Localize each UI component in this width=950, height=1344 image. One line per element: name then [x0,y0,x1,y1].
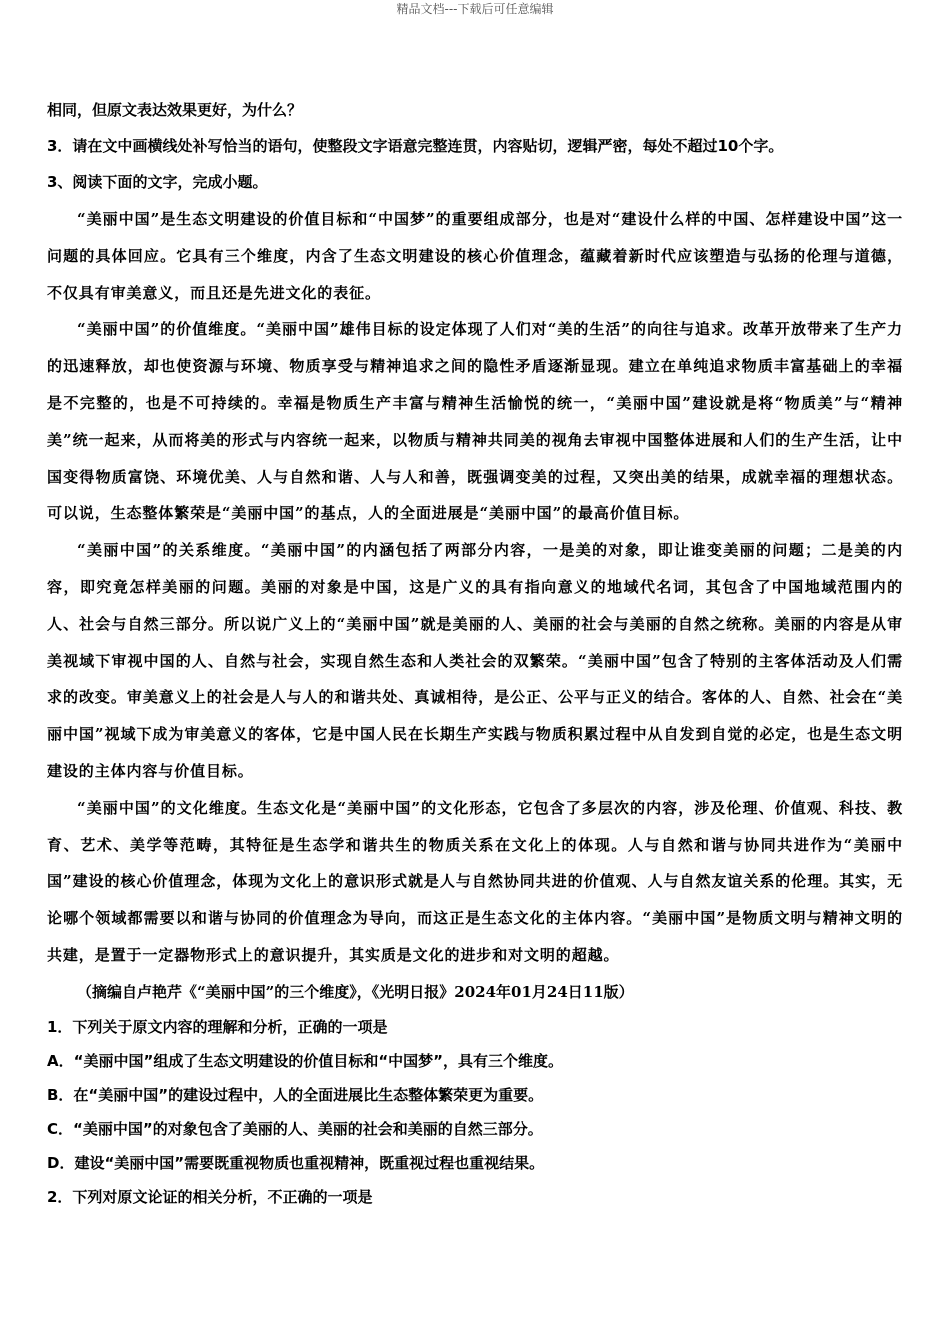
option-d: D．建设“美丽中国”需要既重视物质也重视精神，既重视过程也重视结果。 [47,1153,545,1172]
option-b: B．在“美丽中国”的建设过程中，人的全面进展比生态整体繁荣更为重要。 [47,1085,544,1104]
passage-paragraph-4: “美丽中国”的文化维度。生态文化是“美丽中国”的文化形态，它包含了多层次的内容，涉及伦理、价值观、科技、教育、艺术、美学等范畴，其特征是生态学和谐共生的物质关系在文化上的体现。人与自然和谐与协同共进作为“美丽中国”建设的核心价值理念，体现为文化上的意识形式就是人与自然协同共进的价值观、人与自然友谊关系的伦理。其实，无论哪个领域都需要以和谐与协同的价值理念为导向，而这正是生态文化的主体内容。“美丽中国”是物质文明与精神文明的共建，是置于一定器物形式上的意识提升，其实质是文化的进步和对文明的超越。 [47,798,903,964]
question-1-stem: 1．下列关于原文内容的理解和分析，正确的一项是 [47,1017,388,1036]
option-c: C．“美丽中国”的对象包含了美丽的人、美丽的社会和美丽的自然三部分。 [47,1119,543,1138]
document-content [47,92,903,1214]
reading-instruction: 3、阅读下面的文字，完成小题。 [47,173,268,191]
option-a: A．“美丽中国”组成了生态文明建设的价值目标和“中国梦”，具有三个维度。 [47,1051,564,1070]
passage-paragraph-1: “美丽中国”是生态文明建设的价值目标和“中国梦”的重要组成部分，也是对“建设什么样的中国、怎样建设中国”这一问题的具体回应。它具有三个维度，内含了生态文明建设的核心价值理念，蕴藏着新时代应该塑造与弘扬的伦理与道德，不仅具有审美意义，而且还是先进文化的表征。 [47,210,903,302]
page-header: 精品文档---下载后可任意编辑 [396,2,554,16]
source-citation: （摘编自卢艳芹《“美丽中国”的三个维度》，《光明日报》2024年01月24日11版） [77,982,634,1001]
passage-paragraph-2: “美丽中国”的价值维度。“美丽中国”雄伟目标的设定体现了人们对“美的生活”的向往与追求。改革开放带来了生产力的迅速释放，却也使资源与环境、物质享受与精神追求之间的隐性矛盾逐渐显现。建立在单纯追求物质丰富基础上的幸福是不完整的，也是不可持续的。幸福是物质生产丰富与精神生活愉悦的统一，“美丽中国”建设就是将“物质美”与“精神美”统一起来，从而将美的形式与内容统一起来，以物质与精神共同美的视角去审视中国整体进展和人们的生产生活，让中国变得物质富饶、环境优美、人与自然和谐、人与人和善，既强调变美的过程，又突出美的结果，成就幸福的理想状态。可以说，生态整体繁荣是“美丽中国”的基点，人的全面进展是“美丽中国”的最高价值目标。 [47,320,903,523]
question-3-instruction: 3．请在文中画横线处补写恰当的语句，使整段文字语意完整连贯，内容贴切，逻辑严密，每处不超过10个字。 [47,137,784,155]
text-line: 相同，但原文表达效果更好，为什么？ [47,101,303,119]
question-2-stem: 2．下列对原文论证的相关分析，不正确的一项是 [47,1187,373,1206]
passage-paragraph-3: “美丽中国”的关系维度。“美丽中国”的内涵包括了两部分内容，一是美的对象，即让谁变美丽的问题；二是美的内容，即究竟怎样美丽的问题。美丽的对象是中国，这是广义的具有指向意义的地域代名词，其包含了中国地域范围内的人、社会与自然三部分。所以说广义上的“美丽中国”就是美丽的人、美丽的社会与美丽的自然之统称。美丽的内容是从审美视域下审视中国的人、自然与社会，实现自然生态和人类社会的双繁荣。“美丽中国”包含了特别的主客体活动及人们需求的改变。审美意义上的社会是人与人的和谐共处、真诚相待，是公正、公平与正义的结合。客体的人、自然、社会在“美丽中国”视域下成为审美意义的客体，它是中国人民在长期生产实践与物质积累过程中从自发到自觉的必定，也是生态文明建设的主体内容与价值目标。 [47,541,903,780]
